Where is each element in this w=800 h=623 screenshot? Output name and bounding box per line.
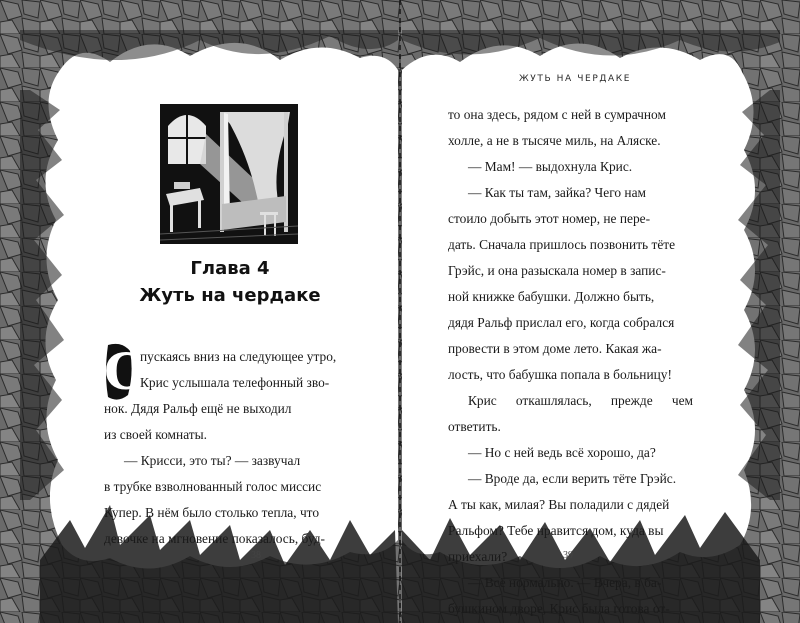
- text-line: нок. Дядя Ральф ещё не выходил: [104, 401, 292, 416]
- text-line: то она здесь, рядом с ней в сумрачном: [448, 107, 666, 122]
- drop-cap: [104, 342, 144, 401]
- text-line: — Но с ней ведь всё хорошо, да?: [468, 445, 656, 460]
- text-line: лость, что бабушка попала в больницу!: [448, 367, 672, 382]
- text-line: — Мам! — выдохнула Крис.: [468, 159, 633, 174]
- text-line: дядя Ральф прислал его, когда собрался: [448, 315, 675, 330]
- gutter-line: [399, 0, 401, 623]
- text-line: — Как ты там, зайка? Чего нам: [468, 185, 646, 200]
- text-line: А ты как, милая? Вы поладили с дядей: [448, 497, 670, 512]
- text-line: Ральфом? Тебе нравится дом, куда вы: [448, 523, 664, 538]
- bedroom-illustration-icon: [160, 104, 298, 244]
- right-page-text: [448, 102, 693, 622]
- text-line: — Вроде да, если верить тёте Грэйс.: [468, 471, 677, 486]
- text-line: Крис услышала телефонный зво-: [140, 375, 330, 390]
- text-line: стоило добыть этот номер, не пере-: [448, 211, 651, 226]
- chapter-title: Жуть на чердаке: [139, 285, 321, 306]
- text-line: — Всё нормально. — Вчера, в ба-: [468, 575, 662, 590]
- left-paragraph-1-cont: [104, 396, 352, 552]
- text-line: холле, а не в тысяче миль, на Аляске.: [448, 133, 661, 148]
- text-line: Крис откашлялась, прежде чем ответить.: [448, 393, 693, 434]
- text-line: провести в этом доме лето. Какая жа-: [448, 341, 662, 356]
- text-line: Купер. В нём было столько тепла, что: [104, 505, 320, 520]
- drop-cap-letter: С: [104, 342, 144, 401]
- text-line: девочке на мгновение показалось, буд-: [104, 531, 325, 546]
- text-line: бушкином дворе, Крис была готова от-: [448, 601, 670, 616]
- text-line: пускаясь вниз на следующее утро,: [140, 349, 337, 364]
- chapter-label: Глава 4: [190, 258, 270, 279]
- text-line: ной книжке бабушки. Должно быть,: [448, 289, 655, 304]
- running-head: ЖУТЬ НА ЧЕРДАКЕ: [518, 74, 632, 84]
- text-line: — Крисси, это ты? — зазвучал: [124, 453, 301, 468]
- left-paragraph-1: [140, 344, 352, 396]
- text-line: Грэйс, и она разыскала номер в запис-: [448, 263, 666, 278]
- text-line: из своей комнаты.: [104, 427, 207, 442]
- page-number-left: 38: [251, 550, 261, 561]
- text-line: в трубке взволнованный голос миссис: [104, 479, 322, 494]
- text-line: дать. Сначала пришлось позвонить тёте: [448, 237, 676, 252]
- page-number-right: 39: [563, 550, 573, 561]
- text-line: приехали?: [448, 549, 508, 564]
